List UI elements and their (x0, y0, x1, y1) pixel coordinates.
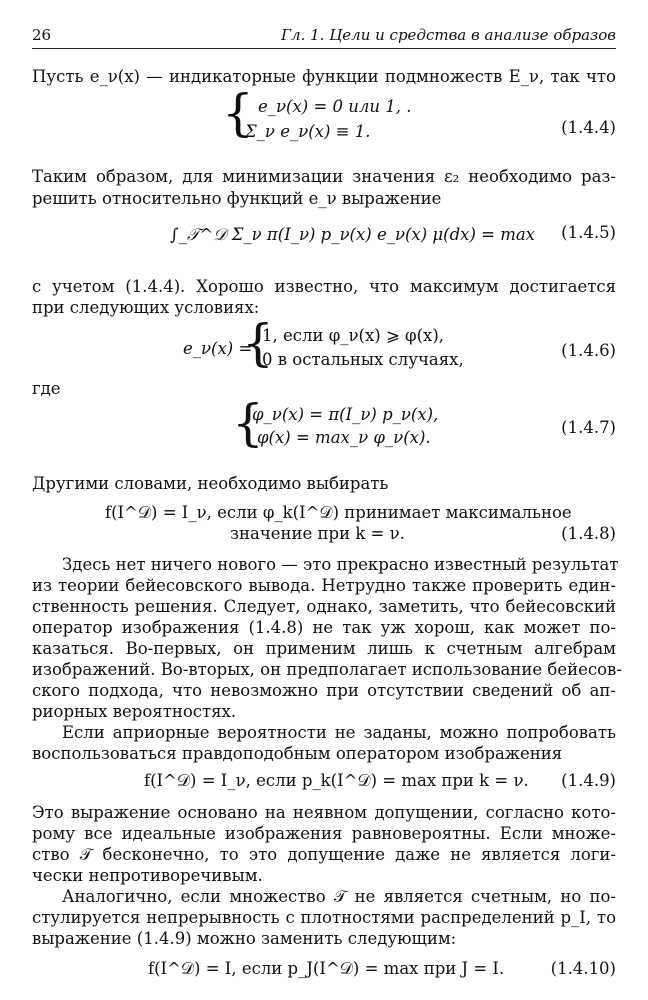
equation-line: f(I^𝒟) = I_ν, если p_k(I^𝒟) = max при k = ν. (144, 771, 529, 790)
brace-symbol: { (242, 314, 274, 372)
paragraph-line: казаться. Во-первых, он применим лишь к счетным алгебрам (32, 639, 616, 658)
equation-line: 0 в остальных случаях, (262, 350, 464, 369)
paragraph-line: рому все идеальные изображения равновероятны. Если множе- (32, 824, 616, 843)
text-line: Таким образом, для минимизации значения ε₂ необходимо раз- (32, 167, 616, 186)
running-header (32, 22, 616, 49)
equation-number: (1.4.9) (561, 771, 616, 790)
paragraph-line: стулируется непрерывность с плотностями распределений p_I, то (32, 908, 616, 927)
equation-line: f(I^𝒟) = I, если p_J(I^𝒟) = max при J = I. (148, 959, 505, 978)
paragraph-line: Это выражение основано на неявном допущении, согласно кото- (32, 803, 616, 822)
equation-number: (1.4.5) (561, 223, 616, 242)
paragraph-line: риорных вероятностях. (32, 702, 237, 721)
text-line: Пусть e_ν(x) — индикаторные функции подмножеств E_ν, так что (32, 67, 616, 86)
paragraph-line: ство 𝒯 бесконечно, то это допущение даже не является логи- (32, 845, 616, 864)
equation-number: (1.4.8) (561, 524, 616, 543)
paragraph-line: чески непротиворечивым. (32, 866, 263, 885)
equation-line: e_ν(x) = (183, 339, 253, 358)
equation-number: (1.4.7) (561, 418, 616, 437)
equation-line: Σ_ν e_ν(x) ≡ 1. (245, 122, 371, 141)
equation-line: значение при k = ν. (230, 524, 405, 543)
paragraph-line: Если априорные вероятности не заданы, можно попробовать (62, 723, 616, 742)
text-line: при следующих условиях: (32, 298, 260, 317)
paragraph-line: изображений. Во-вторых, он предполагает использование бейесов- (32, 660, 622, 679)
paragraph-line: воспользоваться правдоподобным оператором изображения (32, 744, 563, 763)
equation-number: (1.4.6) (561, 341, 616, 360)
paragraph-line: выражение (1.4.9) можно заменить следующим: (32, 929, 457, 948)
running-title: Гл. 1. Цели и средства в анализе образов (281, 26, 616, 44)
equation-line: f(I^𝒟) = I_ν, если φ_k(I^𝒟) принимает максимальное (105, 503, 572, 522)
paragraph-line: Аналогично, если множество 𝒯 не является счетным, но по- (62, 887, 616, 906)
brace-symbol: { (222, 84, 254, 142)
equation-line: 1, если φ_ν(x) ⩾ φ(x), (262, 326, 445, 345)
text-line: решить относительно функций e_ν выражение (32, 189, 442, 208)
text-line: с учетом (1.4.4). Хорошо известно, что максимум достигается (32, 277, 616, 296)
text-line: Другими словами, необходимо выбирать (32, 474, 389, 493)
paragraph-line: ственность решения. Следует, однако, заметить, что бейесовский (32, 597, 616, 616)
paragraph-line: ского подхода, что невозможно при отсутствии сведений об ап- (32, 681, 616, 700)
page-number: 26 (32, 26, 52, 44)
paragraph-line: оператор изображения (1.4.8) не так уж хорош, как может по- (32, 618, 616, 637)
equation-line: e_ν(x) = 0 или 1, . (258, 97, 412, 116)
brace-symbol: { (232, 394, 264, 452)
paragraph-line: из теории бейесовского вывода. Нетрудно также проверить един- (32, 576, 616, 595)
paragraph-line: Здесь нет ничего нового — это прекрасно известный результат (62, 555, 619, 574)
equation-line: φ_ν(x) = π(I_ν) p_ν(x), (252, 405, 439, 424)
equation-number: (1.4.4) (561, 118, 616, 137)
equation-number: (1.4.10) (550, 959, 616, 978)
text-line: где (32, 379, 61, 398)
equation-line: ∫_𝒯^𝒟 Σ_ν π(I_ν) p_ν(x) e_ν(x) μ(dx) = max (170, 225, 535, 244)
equation-line: φ(x) = max_ν φ_ν(x). (257, 428, 431, 447)
